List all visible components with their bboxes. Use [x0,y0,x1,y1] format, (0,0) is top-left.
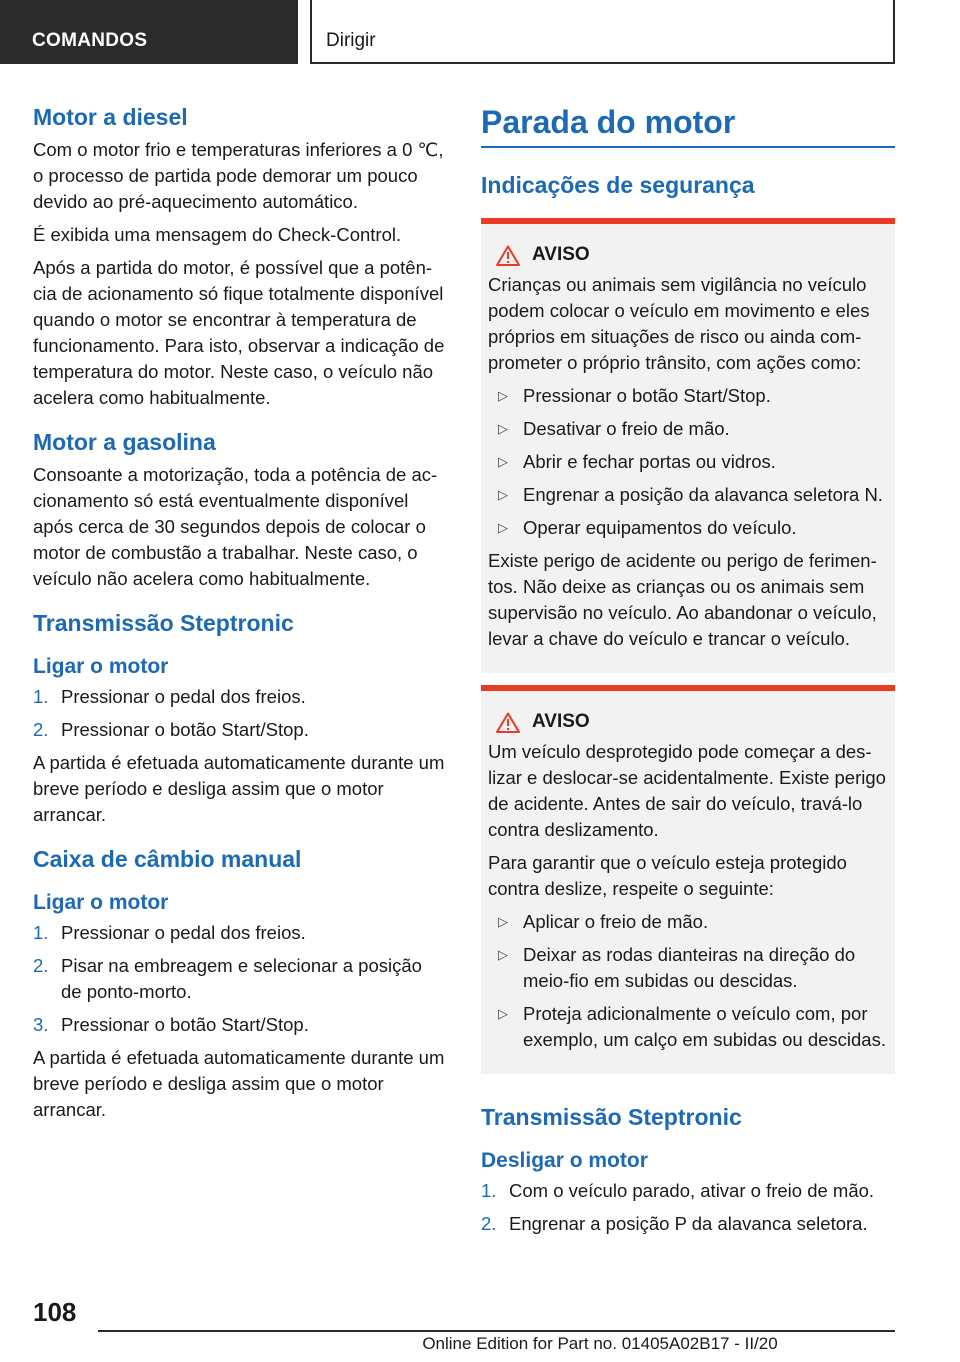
subheading-stop-engine: Desligar o motor [481,1149,648,1172]
list-text: Aplicar o freio de mão. [523,911,709,932]
list-text: Pressionar o pedal dos freios. [61,686,306,707]
numbered-list [481,1178,895,1237]
list-text: Abrir e fechar portas ou vidros. [523,451,776,472]
list-item [33,920,445,946]
paragraph: Com o motor frio e temperaturas inferiores a 0 ℃, o processo de partida pode demorar um pouco devido ao pré-aquecimento automático. [33,139,444,212]
paragraph: Crianças ou animais sem vigilância no veículo podem colocar o veículo em movimento e eles próprios em situações de risco ou ainda comprometer o próprio trânsito, com ações como: [488,274,870,373]
list-number: 1. [33,686,49,707]
header-chapter-label: Dirigir [326,30,376,51]
triangle-bullet-icon: ▷ [498,947,508,962]
list-text: Deixar as rodas dianteiras na direção do meio-fio em subidas ou descidas. [523,944,856,991]
paragraph: A partida é efetuada automaticamente durante um breve período e desliga assim que o motor arrancar. [33,752,445,825]
warning-box [481,685,895,1074]
paragraph: A partida é efetuada automaticamente durante um breve período e desliga assim que o motor arrancar. [33,1047,445,1120]
page-number: 108 [33,1297,77,1327]
list-item [481,1178,895,1204]
paragraph: Existe perigo de acidente ou perigo de ferimentos. Não deixe as crianças ou os animais sem supervisão no veículo. Ao abandonar o veículo, levar a chave do veículo e trancar o veículo. [488,550,877,649]
list-item [488,1001,887,1053]
warning-triangle-icon [496,712,520,733]
warning-box [481,218,895,673]
heading-steptronic: Transmissão Steptronic [33,610,294,636]
left-column [33,100,445,1130]
triangle-bullet-icon: ▷ [498,487,508,502]
list-number: 2. [33,719,49,740]
header-section-label: COMANDOS [32,30,148,51]
list-item [33,1012,445,1038]
list-number: 1. [481,1180,497,1201]
heading-safety: Indicações de segurança [481,172,755,198]
list-number: 3. [33,1014,49,1035]
list-item [488,482,887,508]
triangle-bullet-icon: ▷ [498,1006,508,1021]
list-text: Com o veículo parado, ativar o freio de mão. [509,1180,875,1201]
list-item [488,416,887,442]
heading-manual-gearbox: Caixa de câmbio manual [33,846,302,872]
list-item [488,942,887,994]
list-item [488,515,887,541]
triangle-bullet-icon: ▷ [498,421,508,436]
warning-header [488,711,887,733]
list-item [488,909,887,935]
warning-triangle-icon [496,245,520,266]
list-text: Desativar o freio de mão. [523,418,730,439]
numbered-list [33,920,445,1038]
bullet-list [488,909,887,1053]
heading-stop-engine: Parada do motor [481,100,895,148]
footer [0,1334,960,1354]
list-text: Engrenar a posição da alavanca seletora N. [523,484,883,505]
paragraph: Para garantir que o veículo esteja protegido contra deslize, respeite o seguinte: [488,852,847,899]
list-text: Pressionar o botão Start/Stop. [523,385,771,406]
paragraph: Um veículo desprotegido pode começar a deslizar e deslocar-se acidentalmente. Existe perigo de acidente. Antes de sair do veículo, travá-lo contra deslizamento. [488,741,886,840]
list-number: 2. [33,955,49,976]
list-item [481,1211,895,1237]
list-text: Pisar na embreagem e selecionar a posição de ponto-morto. [61,955,422,1002]
heading-diesel: Motor a diesel [33,104,188,130]
triangle-bullet-icon: ▷ [498,520,508,535]
list-number: 2. [481,1213,497,1234]
heading-gasoline: Motor a gasolina [33,429,216,455]
paragraph: Consoante a motorização, toda a potência de accionamento só está eventualmente disponível após cerca de 30 segundos depois de colocar o motor de combustão a trabalhar. Neste caso, o veículo não acelera como habitualmente. [33,464,438,589]
list-number: 1. [33,922,49,943]
header-chapter-tab [310,0,895,64]
subheading-start-engine: Ligar o motor [33,655,169,678]
footer-edition: Online Edition for Part no. 01405A02B17 - II/20 [422,1334,778,1353]
warning-label: AVISO [532,244,590,265]
list-item [488,383,887,409]
list-text: Pressionar o botão Start/Stop. [61,1014,309,1035]
paragraph: É exibida uma mensagem do Check-Control. [33,224,402,245]
list-item [33,953,445,1005]
list-text: Engrenar a posição P da alavanca seletora. [509,1213,868,1234]
list-text: Pressionar o botão Start/Stop. [61,719,309,740]
footer-divider [98,1330,895,1332]
list-item [488,449,887,475]
triangle-bullet-icon: ▷ [498,914,508,929]
list-item [33,717,445,743]
warning-label: AVISO [532,711,590,732]
right-column [481,100,895,1244]
triangle-bullet-icon: ▷ [498,388,508,403]
list-item [33,684,445,710]
header-section-tab [0,0,298,64]
bullet-list [488,383,887,541]
list-text: Proteja adicionalmente o veículo com, por exemplo, um calço em subidas ou descidas. [523,1003,886,1050]
warning-header [488,244,887,266]
paragraph: Após a partida do motor, é possível que a potência de acionamento só fique totalmente disponível quando o motor se encontrar à temperatura de funcionamento. Para isto, observar a indicação de temperatura do motor. Neste caso, o veículo não acelera como habitualmente. [33,257,445,408]
subheading-start-engine: Ligar o motor [33,891,169,914]
list-text: Pressionar o pedal dos freios. [61,922,306,943]
triangle-bullet-icon: ▷ [498,454,508,469]
list-text: Operar equipamentos do veículo. [523,517,797,538]
heading-steptronic: Transmissão Steptronic [481,1104,742,1130]
numbered-list [33,684,445,743]
